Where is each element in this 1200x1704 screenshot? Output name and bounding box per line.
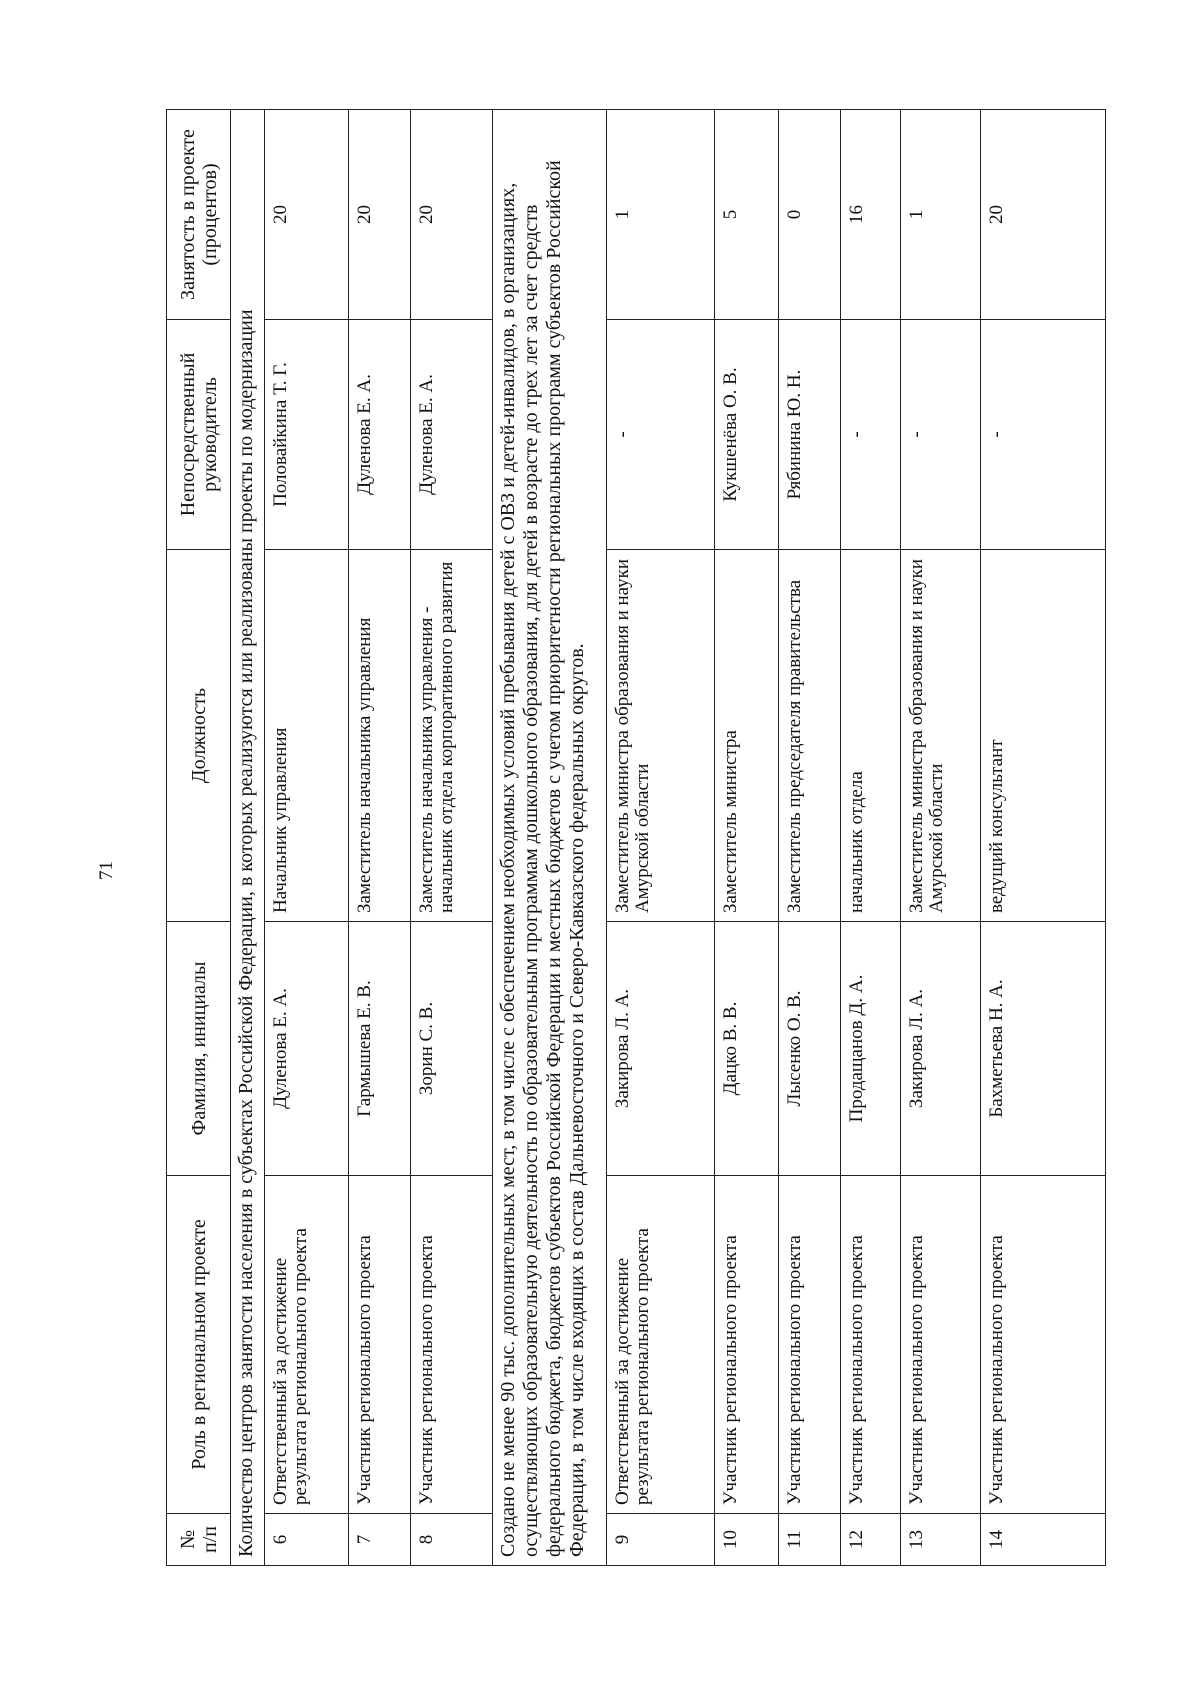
row-role: Ответственный за достижение результата регионального проекта	[265, 1176, 349, 1514]
row-position: Заместитель министра образования и науки Амурской области	[901, 550, 981, 922]
section-title: Количество центров занятости населения в субъектах Российской Федерации, в которых реализуются или реализованы проекты по модернизации	[231, 110, 265, 1566]
table-row	[607, 110, 715, 1566]
project-team-table	[166, 109, 1106, 1566]
row-name: Продащанов Д. А.	[841, 922, 901, 1176]
row-role: Участник регионального проекта	[981, 1176, 1106, 1514]
table-header-row	[167, 110, 231, 1566]
row-load: 20	[265, 110, 349, 320]
row-position: Заместитель министра	[715, 550, 779, 922]
table-row	[981, 110, 1106, 1566]
row-position: Начальник управления	[265, 550, 349, 922]
row-manager: Кукшенёва О. В.	[715, 320, 779, 550]
table-row	[779, 110, 841, 1566]
row-position: Заместитель начальника управления - начальник отдела корпоративного развития	[411, 550, 493, 922]
table-row	[901, 110, 981, 1566]
row-name: Дуленова Е. А.	[265, 922, 349, 1176]
row-load: 0	[779, 110, 841, 320]
row-position: Заместитель министра образования и науки Амурской области	[607, 550, 715, 922]
table-row	[841, 110, 901, 1566]
row-load: 20	[349, 110, 411, 320]
header-load: Занятость в проекте (процентов)	[167, 110, 231, 320]
row-number: 14	[981, 1514, 1106, 1566]
row-name: Гармышева Е. В.	[349, 922, 411, 1176]
row-load: 5	[715, 110, 779, 320]
section-row	[493, 110, 607, 1566]
header-name: Фамилия, инициалы	[167, 922, 231, 1176]
row-manager: Дуленова Е. А.	[349, 320, 411, 550]
row-position: ведущий консультант	[981, 550, 1106, 922]
header-role: Роль в региональном проекте	[167, 1176, 231, 1514]
row-number: 13	[901, 1514, 981, 1566]
section-title: Создано не менее 90 тыс. дополнительных мест, в том числе с обеспечением необходимых условий пребывания детей с ОВЗ и детей-инвалидов, в организациях, осуществляющих образовательную деятельность по образовательным программам дошкольного образования, для детей в возрасте до трех лет за счет средств федерального бюджета, бюджетов субъектов Российской Федерации и местных бюджетов с учетом приоритетности региональных программ субъектов Российской Федерации, в том числе входящих в состав Дальневосточного и Северо-Кавказского федеральных округов.	[493, 110, 607, 1566]
row-manager: -	[901, 320, 981, 550]
row-name: Закирова Л. А.	[901, 922, 981, 1176]
row-number: 11	[779, 1514, 841, 1566]
row-role: Участник регионального проекта	[841, 1176, 901, 1514]
row-name: Закирова Л. А.	[607, 922, 715, 1176]
row-role: Ответственный за достижение результата регионального проекта	[607, 1176, 715, 1514]
row-role: Участник регионального проекта	[901, 1176, 981, 1514]
row-manager: Половайкина Т. Г.	[265, 320, 349, 550]
page-number: 71	[96, 861, 117, 880]
row-load: 1	[901, 110, 981, 320]
header-number: № п/п	[167, 1514, 231, 1566]
row-number: 10	[715, 1514, 779, 1566]
row-position: Заместитель начальника управления	[349, 550, 411, 922]
table-row	[265, 110, 349, 1566]
row-name: Дацко В. В.	[715, 922, 779, 1176]
row-name: Лысенко О. В.	[779, 922, 841, 1176]
row-role: Участник регионального проекта	[779, 1176, 841, 1514]
header-manager: Непосредственный руководитель	[167, 320, 231, 550]
row-position: Заместитель председателя правительства	[779, 550, 841, 922]
row-role: Участник регионального проекта	[349, 1176, 411, 1514]
row-manager: Дуленова Е. А.	[411, 320, 493, 550]
table-row	[349, 110, 411, 1566]
section-row	[231, 110, 265, 1566]
table-row	[715, 110, 779, 1566]
row-load: 1	[607, 110, 715, 320]
row-name: Бахметьева Н. А.	[981, 922, 1106, 1176]
row-load: 20	[981, 110, 1106, 320]
row-name: Зорин С. В.	[411, 922, 493, 1176]
row-load: 20	[411, 110, 493, 320]
project-team-table-container	[166, 110, 1106, 1566]
row-manager: -	[981, 320, 1106, 550]
row-role: Участник регионального проекта	[411, 1176, 493, 1514]
row-manager: -	[841, 320, 901, 550]
row-manager: -	[607, 320, 715, 550]
row-manager: Рябинина Ю. Н.	[779, 320, 841, 550]
row-number: 6	[265, 1514, 349, 1566]
header-position: Должность	[167, 550, 231, 922]
row-number: 12	[841, 1514, 901, 1566]
row-number: 8	[411, 1514, 493, 1566]
table-row	[411, 110, 493, 1566]
row-number: 7	[349, 1514, 411, 1566]
row-number: 9	[607, 1514, 715, 1566]
row-position: начальник отдела	[841, 550, 901, 922]
row-load: 16	[841, 110, 901, 320]
row-role: Участник регионального проекта	[715, 1176, 779, 1514]
